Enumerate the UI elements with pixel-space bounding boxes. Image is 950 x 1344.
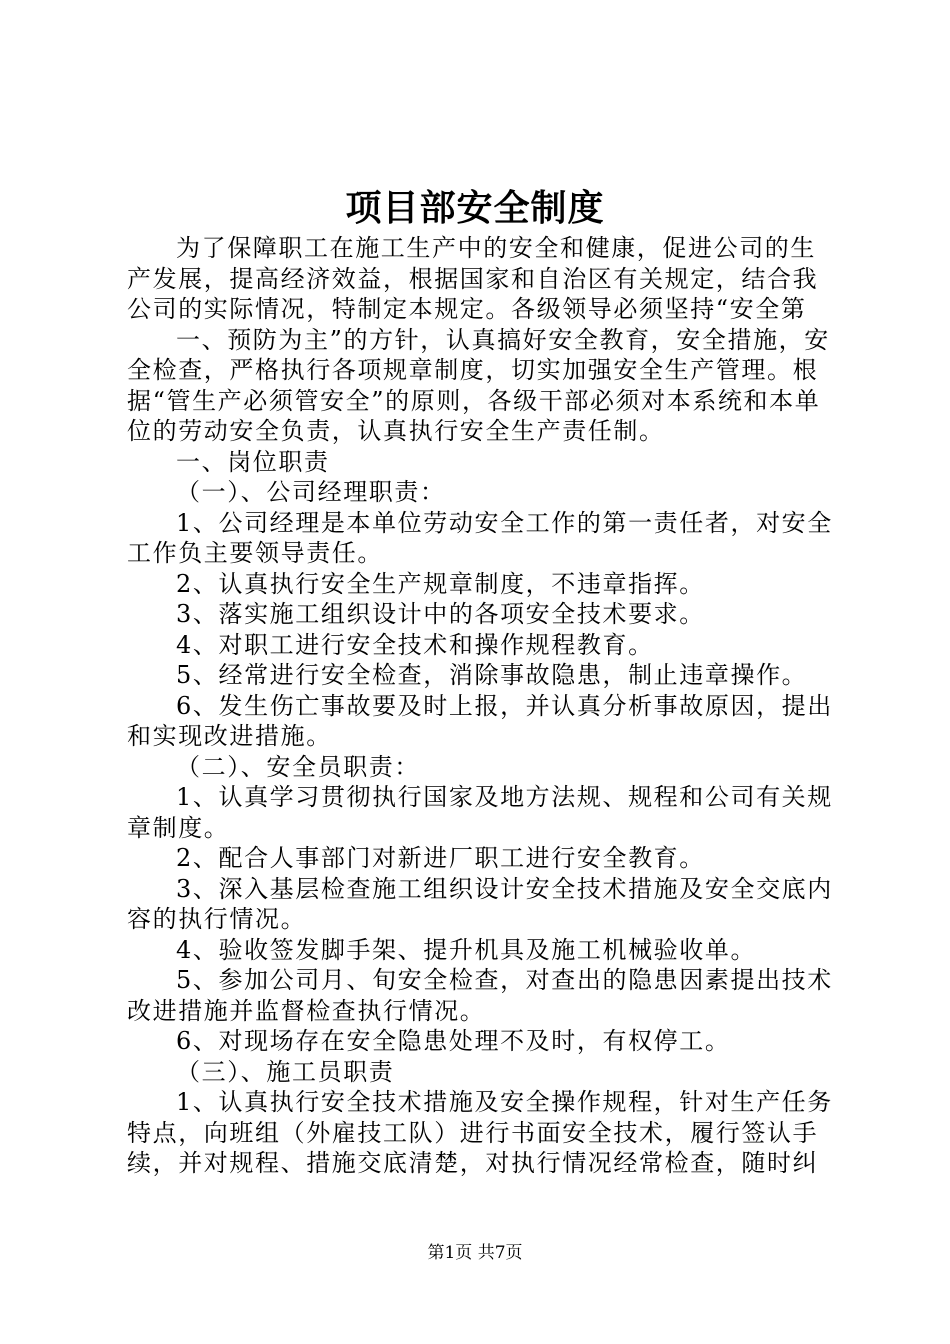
list-item: 6、发生伤亡事故要及时上报，并认真分析事故原因，提出和实现改进措施。: [127, 691, 833, 750]
paragraph-policy: 一、预防为主”的方针，认真搞好安全教育，安全措施，安全检查，严格执行各项规章制度，切实加强安全生产管理。根据“管生产必须管安全”的原则，各级干部必须对本系统和本单位的劳动安全负责，认真执行安全生产责任制。: [127, 325, 830, 445]
page-footer: 第1页 共7页: [427, 1243, 523, 1263]
subsection-heading-manager: （一）、公司经理职责：: [176, 478, 446, 506]
paragraph-intro: 为了保障职工在施工生产中的安全和健康，促进公司的生产发展，提高经济效益，根据国家和自治区有关规定，结合我公司的实际情况，特制定本规定。各级领导必须坚持“安全第: [127, 234, 819, 323]
subsection-heading-construction-staff: （三）、施工员职责: [176, 1057, 395, 1086]
list-item: 2、配合人事部门对新进厂职工进行安全教育。: [176, 844, 705, 872]
list-item: 1、认真执行安全技术措施及安全操作规程，针对生产任务特点，向班组（外雇技工队）进行书面安全技术，履行签认手续，并对规程、措施交底清楚，对执行情况经常检查，随时纠: [127, 1088, 833, 1177]
list-item: 4、验收签发脚手架、提升机具及施工机械验收单。: [176, 935, 757, 964]
list-item: 4、对职工进行安全技术和操作规程教育。: [176, 630, 654, 659]
list-item: 1、认真学习贯彻执行国家及地方法规、规程和公司有关规章制度。: [127, 783, 833, 842]
list-item: 3、落实施工组织设计中的各项安全技术要求。: [176, 600, 705, 628]
list-item: 3、深入基层检查施工组织设计安全技术措施及安全交底内容的执行情况。: [127, 874, 833, 933]
list-item: 5、经常进行安全检查，消除事故隐患，制止违章操作。: [176, 661, 808, 689]
document-title: 项目部安全制度: [345, 187, 605, 229]
list-item: 2、认真执行安全生产规章制度，不违章指挥。: [176, 569, 705, 598]
subsection-heading-safety-officer: （二）、安全员职责：: [176, 752, 420, 781]
list-item: 1、公司经理是本单位劳动安全工作的第一责任者，对安全工作负主要领导责任。: [127, 508, 833, 567]
list-item: 5、参加公司月、旬安全检查，对查出的隐患因素提出技术改进措施并监督检查执行情况。: [127, 966, 833, 1025]
list-item: 6、对现场存在安全隐患处理不及时，有权停工。: [176, 1027, 731, 1055]
section-heading-duties: 一、岗位职责: [176, 447, 330, 476]
document-body: [127, 233, 837, 1179]
